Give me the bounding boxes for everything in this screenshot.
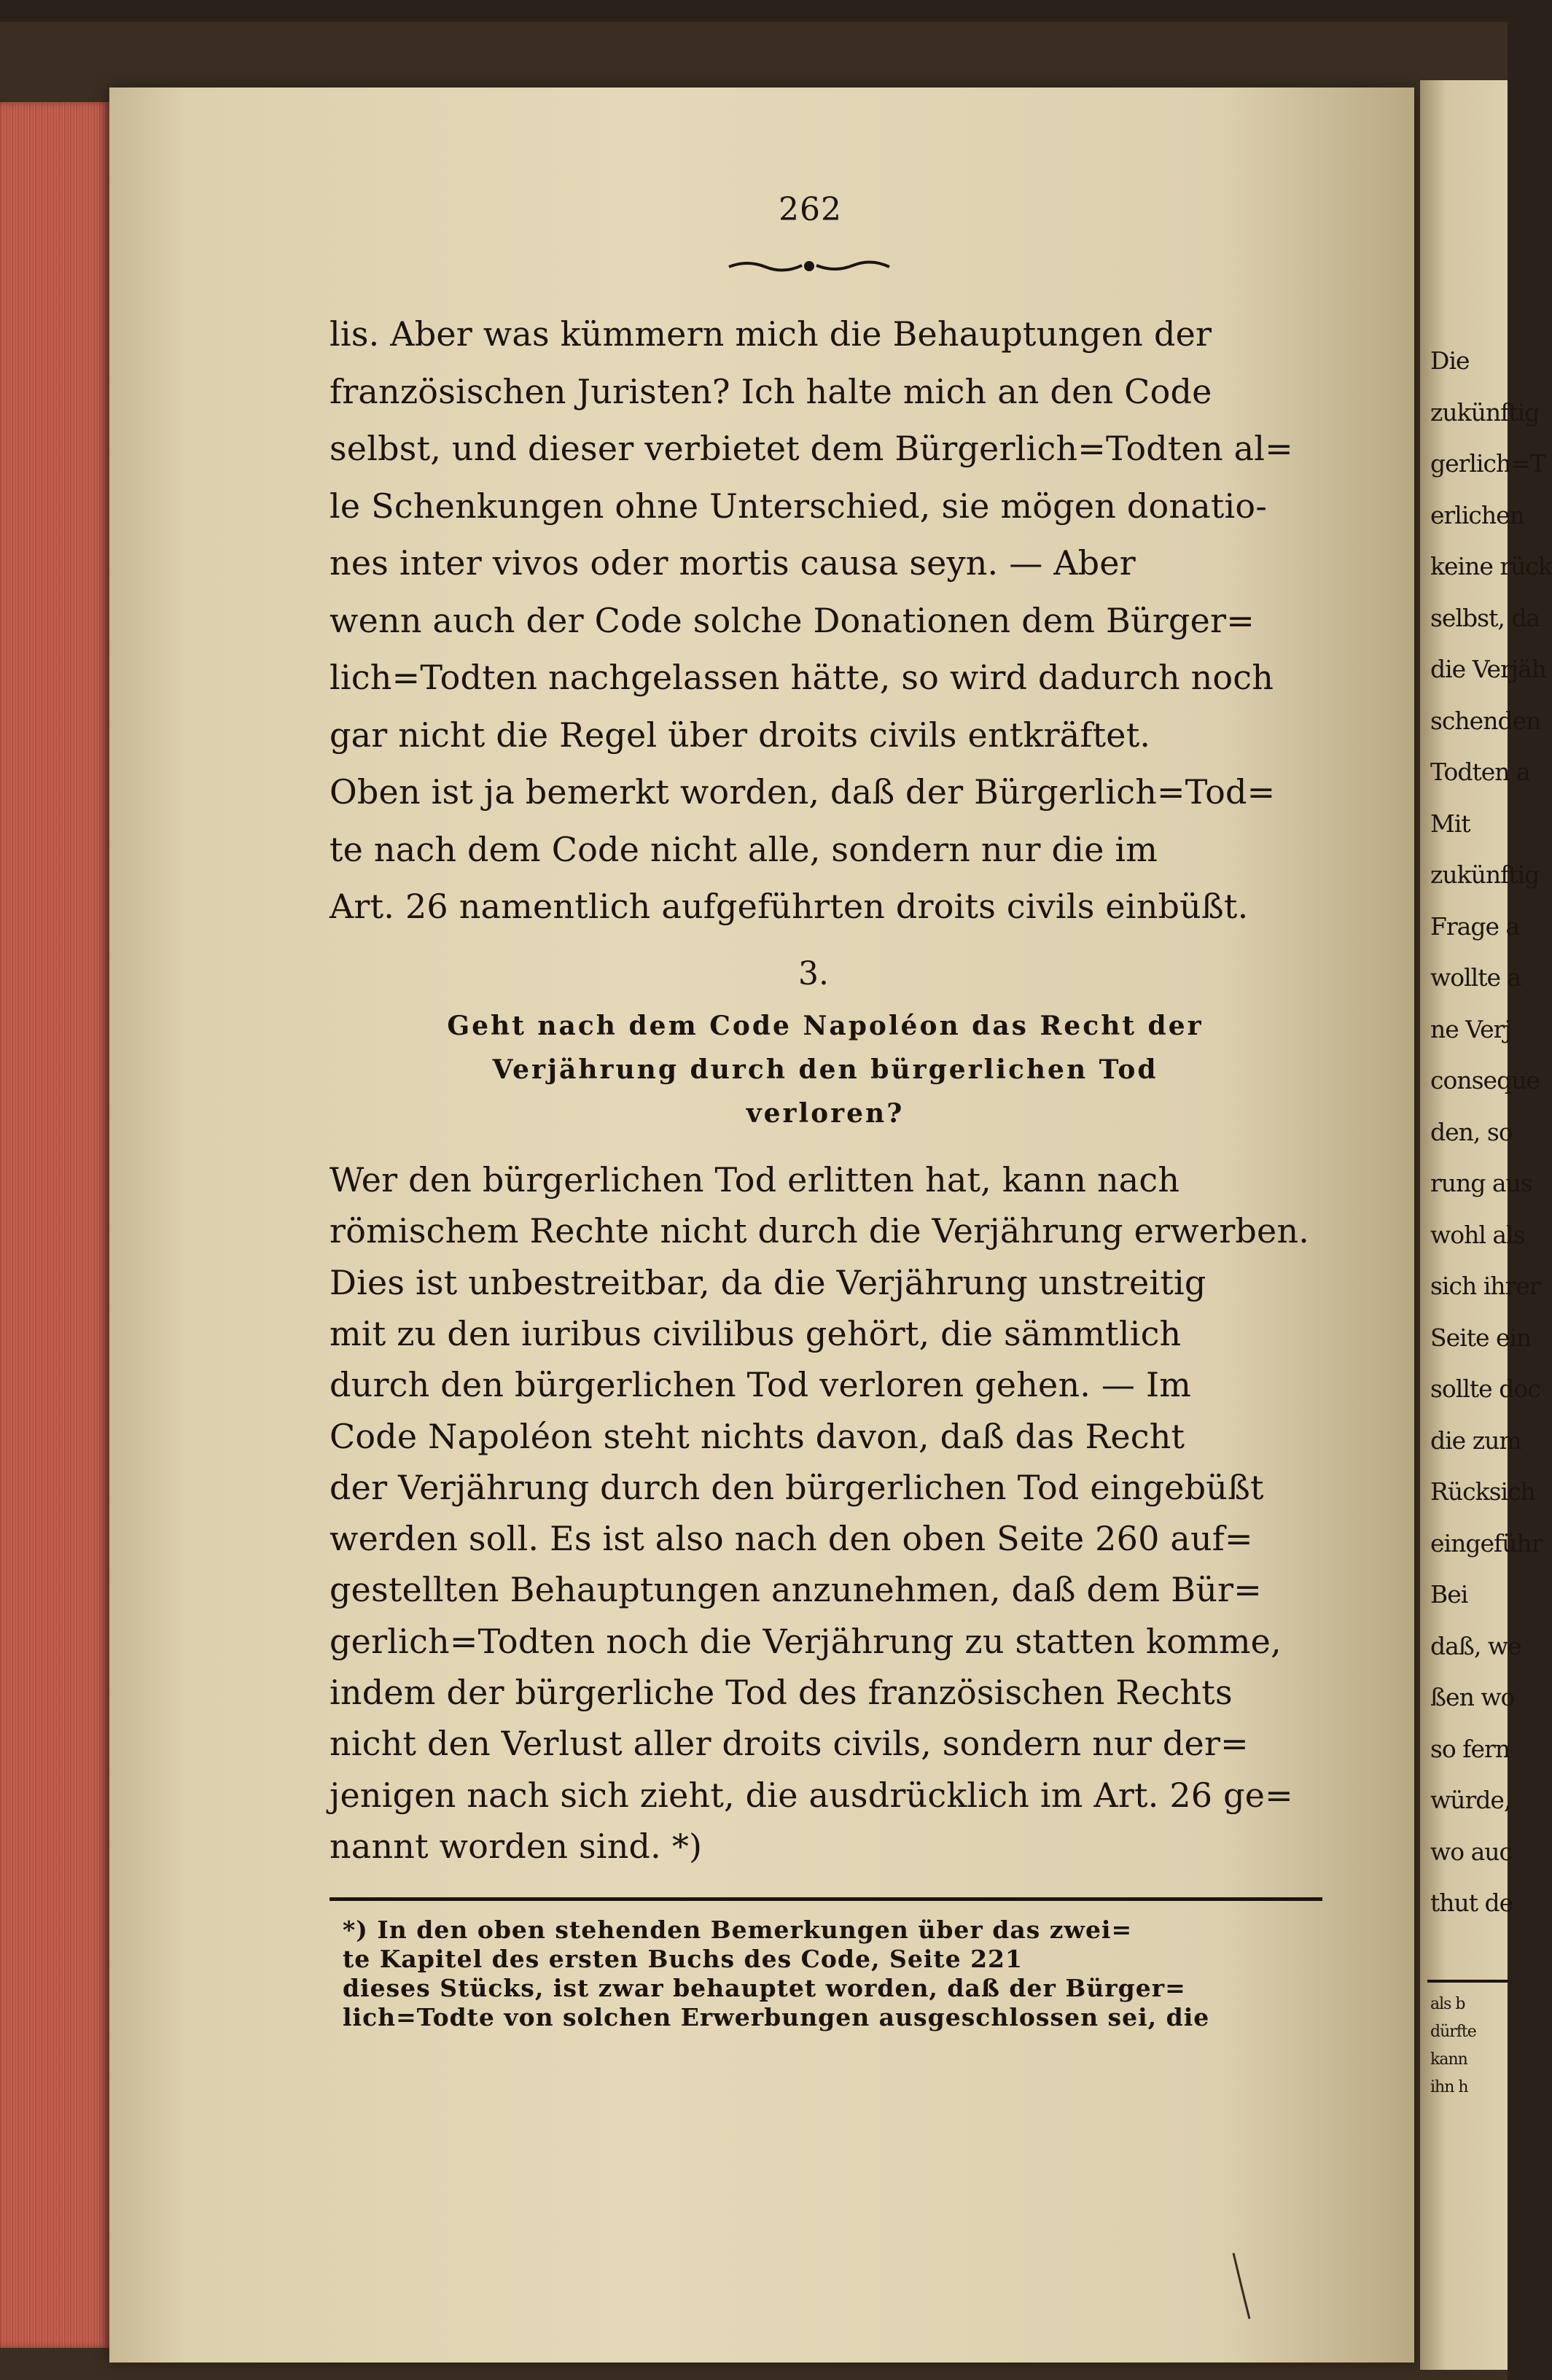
text-line: der Verjährung durch den bürgerlichen Tod eingebüßt bbox=[329, 1467, 1264, 1507]
text-line: wenn auch der Code solche Donationen dem Bürger= bbox=[329, 600, 1255, 640]
next-page-text: Bei bbox=[1430, 1580, 1468, 1609]
next-page-text: zukünftig bbox=[1430, 860, 1540, 889]
text-line: römischem Rechte nicht durch die Verjährung erwerben. bbox=[329, 1211, 1310, 1251]
text-line: selbst, und dieser verbietet dem Bürgerlich=Todten al= bbox=[329, 429, 1293, 468]
next-page-text: Frage a bbox=[1430, 911, 1520, 941]
next-page-text: selbst, da bbox=[1430, 603, 1540, 632]
text-line: mit zu den iuribus civilibus gehört, die sämmtlich bbox=[329, 1313, 1182, 1353]
next-page-text: würde, bbox=[1430, 1786, 1511, 1814]
text-line: nes inter vivos oder mortis causa seyn. — Aber bbox=[329, 543, 1136, 583]
next-page-text: gerlich=T bbox=[1430, 449, 1545, 478]
next-page-text: Todten a bbox=[1430, 758, 1530, 786]
next-page-footnote-text: ihn h bbox=[1430, 2078, 1468, 2096]
next-page-text: Die bbox=[1430, 346, 1470, 375]
text-line: werden soll. Es ist also nach den oben Seite 260 auf= bbox=[329, 1519, 1253, 1559]
text-line: Art. 26 namentlich aufgeführten droits civils einbüßt. bbox=[329, 887, 1249, 926]
next-page-footnote-text: kann bbox=[1430, 2050, 1467, 2069]
next-page-text: Seite ein bbox=[1430, 1323, 1532, 1352]
next-page-text: rung aus bbox=[1430, 1169, 1532, 1197]
next-page-text: Rücksich bbox=[1430, 1477, 1535, 1506]
footnote-rule bbox=[329, 1897, 1322, 1901]
dash-dot-ornament-icon bbox=[725, 255, 893, 277]
text-line: gerlich=Todten noch die Verjährung zu statten komme, bbox=[329, 1621, 1282, 1661]
text-line: durch den bürgerlichen Tod verloren gehen. — Im bbox=[329, 1365, 1192, 1405]
next-page-text: eingeführ bbox=[1430, 1528, 1543, 1558]
next-page-footnote-text: dürfte bbox=[1430, 2023, 1476, 2041]
next-page-text: daß, we bbox=[1430, 1631, 1521, 1660]
page-number: 262 bbox=[779, 191, 842, 228]
page-edges bbox=[0, 102, 109, 2348]
text-line: gestellten Behauptungen anzunehmen, daß dem Bür= bbox=[329, 1570, 1262, 1610]
text-line: Dies ist unbestreitbar, da die Verjährung unstreitig bbox=[329, 1262, 1206, 1302]
text-line: nicht den Verlust aller droits civils, sondern nur der= bbox=[329, 1724, 1249, 1764]
next-page-text: die zum bbox=[1430, 1426, 1521, 1455]
text-line: französischen Juristen? Ich halte mich an den Code bbox=[329, 371, 1212, 411]
next-page-text: thut de bbox=[1430, 1889, 1513, 1917]
footnote-line: te Kapitel des ersten Buchs des Code, Seite 221 bbox=[343, 1945, 1023, 1973]
footnote-line: dieses Stücks, ist zwar behauptet worden, daß der Bürger= bbox=[343, 1974, 1186, 2002]
next-page-text: keine rück bbox=[1430, 552, 1552, 580]
next-page-text: den, so bbox=[1430, 1117, 1513, 1146]
next-page-footnote-text: als b bbox=[1430, 1995, 1465, 2013]
text-line: jenigen nach sich zieht, die ausdrücklich im Art. 26 ge= bbox=[329, 1775, 1293, 1815]
footnote-line: *) In den oben stehenden Bemerkungen über das zwei= bbox=[343, 1916, 1133, 1944]
footnote-line: lich=Todte von solchen Erwerbungen ausgeschlossen sei, die bbox=[343, 2003, 1210, 2031]
next-page-text: erlichen bbox=[1430, 500, 1524, 529]
text-line: lis. Aber was kümmern mich die Behauptungen der bbox=[329, 314, 1212, 354]
next-page-text: wollte a bbox=[1430, 963, 1521, 992]
text-line: indem der bürgerliche Tod des französischen Rechts bbox=[329, 1673, 1233, 1712]
next-page-text: ne Verj bbox=[1430, 1014, 1511, 1043]
text-line: nannt worden sind. *) bbox=[329, 1826, 703, 1866]
next-page-text: zukünftig bbox=[1430, 397, 1540, 427]
next-page-text: ßen wo bbox=[1430, 1683, 1515, 1711]
next-page-text: wo auc bbox=[1430, 1837, 1513, 1866]
next-page-text: so fern bbox=[1430, 1734, 1510, 1763]
next-page-rule bbox=[1427, 1980, 1508, 1983]
next-page-text: wohl als bbox=[1430, 1220, 1525, 1249]
text-line: Oben ist ja bemerkt worden, daß der Bürgerlich=Tod= bbox=[329, 772, 1276, 812]
next-page-text: conseque bbox=[1430, 1066, 1540, 1094]
section-number: 3. bbox=[798, 955, 829, 992]
next-page-text: schenden bbox=[1430, 706, 1541, 735]
text-line: lich=Todten nachgelassen hätte, so wird dadurch noch bbox=[329, 658, 1274, 697]
text-line: le Schenkungen ohne Unterschied, sie mögen donatio- bbox=[329, 486, 1268, 526]
heading-line: Geht nach dem Code Napoléon das Recht der bbox=[447, 1011, 1204, 1041]
next-page-text: Mit bbox=[1430, 809, 1470, 838]
next-page-text: die Verjäh bbox=[1430, 655, 1546, 683]
next-page-edge bbox=[1420, 80, 1552, 2370]
text-line: Code Napoléon steht nichts davon, daß das Recht bbox=[329, 1416, 1185, 1456]
next-page-text: sollte doc bbox=[1430, 1374, 1540, 1403]
heading-line: Verjährung durch den bürgerlichen Tod bbox=[492, 1054, 1158, 1085]
text-line: Wer den bürgerlichen Tod erlitten hat, kann nach bbox=[329, 1160, 1180, 1199]
text-line: gar nicht die Regel über droits civils entkräftet. bbox=[329, 715, 1151, 755]
text-line: te nach dem Code nicht alle, sondern nur die im bbox=[329, 829, 1158, 869]
paper-crease bbox=[1232, 2253, 1254, 2319]
next-page-text: sich ihrer bbox=[1430, 1272, 1540, 1300]
heading-line: verloren? bbox=[746, 1098, 905, 1129]
